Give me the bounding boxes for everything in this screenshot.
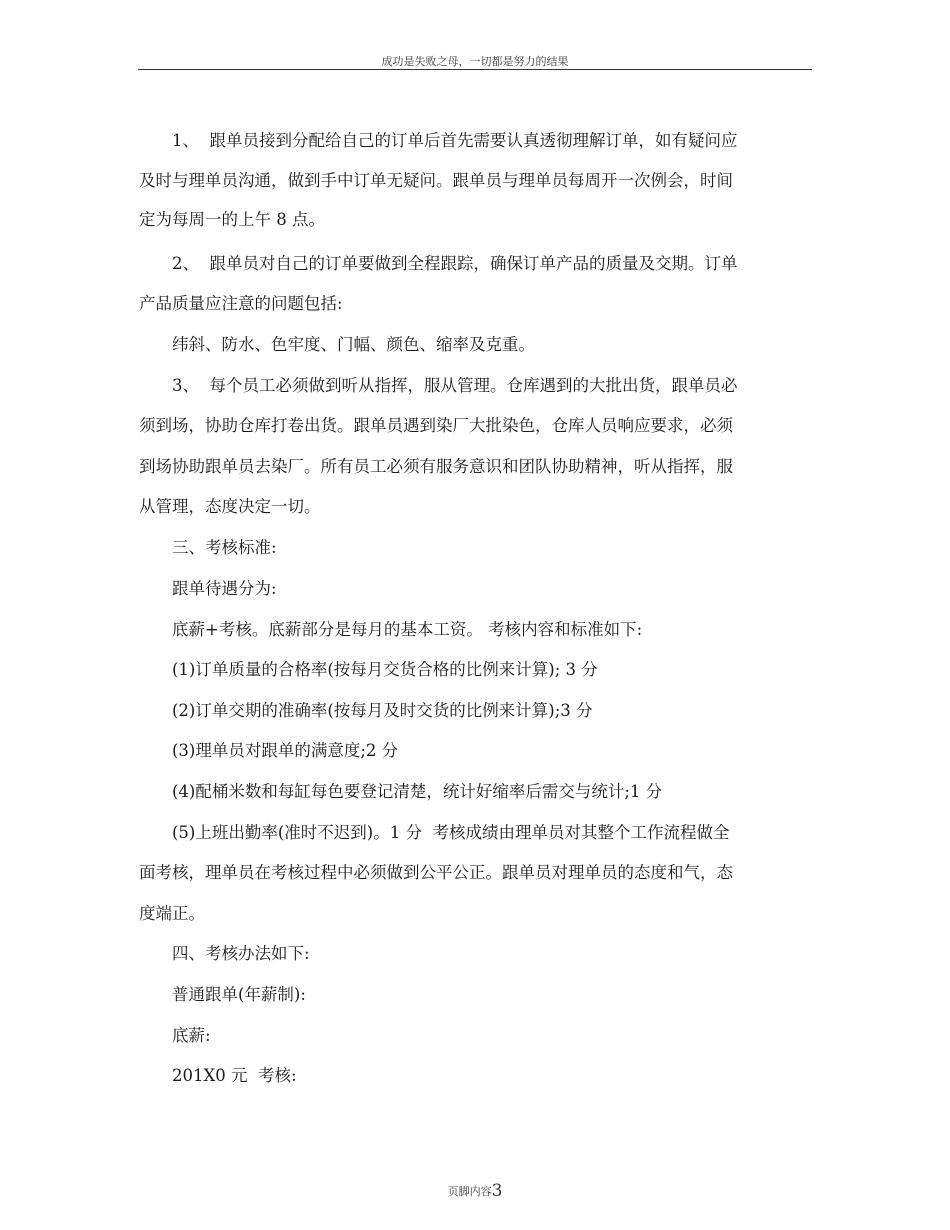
text-line: 度端正。 [139,904,205,923]
text-line: 从管理，态度决定一切。 [139,497,321,516]
header-divider [138,69,812,70]
section-heading: 四、考核办法如下: [172,944,310,963]
list-item: (2)订单交期的准确率(按每月及时交货的比例来计算);3 分 [172,701,593,720]
text-line: 及时与理单员沟通，做到手中订单无疑问。跟单员与理单员每周开一次例会，时间 [139,171,733,190]
text-line: 须到场，协助仓库打卷出货。跟单员遇到染厂大批染色，仓库人员响应要求，必须 [139,416,733,435]
list-item: (4)配桶米数和每缸每色要登记清楚，统计好缩率后需交与统计;1 分 [172,782,663,801]
list-item: (3)理单员对跟单的满意度;2 分 [172,741,399,760]
page-header: 成功是失败之母，一切都是努力的结果 [381,55,569,68]
text-line: 定为每周一的上午 8 点。 [139,210,325,229]
section-heading: 三、考核标准: [172,538,277,557]
page-footer [0,1181,950,1201]
text-line: 到场协助跟单员去染厂。所有员工必须有服务意识和团队协助精神，听从指挥，服 [139,457,733,476]
text-line: 底薪: [172,1026,211,1045]
list-item: (1)订单质量的合格率(按每月交货合格的比例来计算); 3 分 [172,660,598,679]
list-item: (5)上班出勤率(准时不迟到)。1 分 考核成绩由理单员对其整个工作流程做全 [172,823,730,842]
page-number: 3 [491,1181,503,1201]
text-line: 产品质量应注意的问题包括: [139,294,343,313]
text-line: 纬斜、防水、色牢度、门幅、颜色、缩率及克重。 [172,335,535,354]
footer-label: 页脚内容 [447,1185,492,1198]
text-line: 1、 跟单员接到分配给自己的订单后首先需要认真透彻理解订单，如有疑问应 [172,131,738,150]
text-line: 普通跟单(年薪制): [172,985,306,1004]
text-line: 2、 跟单员对自己的订单要做到全程跟踪，确保订单产品的质量及交期。订单 [172,254,738,273]
text-line: 底薪+考核。底薪部分是每月的基本工资。 考核内容和标准如下: [172,620,643,639]
text-line: 面考核，理单员在考核过程中必须做到公平公正。跟单员对理单员的态度和气，态 [139,863,733,882]
text-line: 跟单待遇分为: [172,579,277,598]
text-line: 3、 每个员工必须做到听从指挥，服从管理。仓库遇到的大批出货，跟单员必 [172,376,738,395]
text-line: 201X0 元 考核: [172,1066,297,1085]
